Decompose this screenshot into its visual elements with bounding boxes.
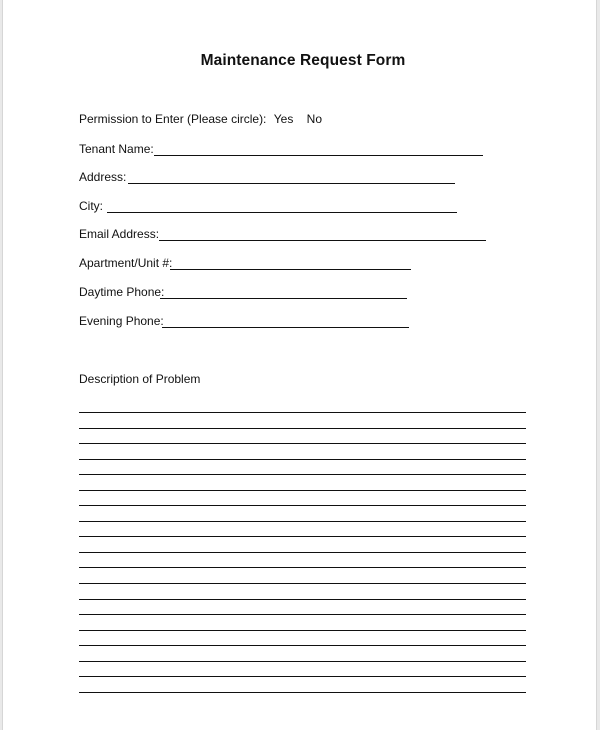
evening-phone-label: Evening Phone:: [79, 314, 164, 328]
email-address-label: Email Address:: [79, 227, 160, 241]
description-line[interactable]: [79, 536, 526, 537]
permission-option-no[interactable]: No: [306, 112, 323, 126]
description-of-problem-area[interactable]: [79, 412, 526, 707]
evening-phone-input-line[interactable]: [162, 327, 409, 328]
email-address-input-line[interactable]: [159, 240, 486, 241]
description-line[interactable]: [79, 630, 526, 631]
daytime-phone-input-line[interactable]: [160, 298, 407, 299]
description-line[interactable]: [79, 676, 526, 677]
description-line[interactable]: [79, 567, 526, 568]
permission-to-enter: [79, 112, 322, 126]
tenant-name-input-line[interactable]: [154, 155, 483, 156]
description-line[interactable]: [79, 692, 526, 693]
description-of-problem-label: Description of Problem: [79, 372, 201, 386]
description-line[interactable]: [79, 661, 526, 662]
description-line[interactable]: [79, 412, 526, 413]
description-line[interactable]: [79, 552, 526, 553]
form-title: Maintenance Request Form: [200, 52, 406, 69]
permission-option-yes[interactable]: Yes: [273, 112, 294, 126]
daytime-phone-label: Daytime Phone:: [79, 285, 165, 299]
description-line[interactable]: [79, 443, 526, 444]
tenant-name-label: Tenant Name:: [79, 142, 154, 156]
description-line[interactable]: [79, 645, 526, 646]
description-line[interactable]: [79, 505, 526, 506]
apartment-unit-label: Apartment/Unit #:: [79, 256, 173, 270]
permission-label: Permission to Enter (Please circle):: [79, 112, 267, 126]
description-line[interactable]: [79, 521, 526, 522]
description-line[interactable]: [79, 459, 526, 460]
address-label: Address:: [79, 170, 127, 184]
description-line[interactable]: [79, 474, 526, 475]
description-line[interactable]: [79, 490, 526, 491]
document-page: [2, 0, 597, 730]
description-line[interactable]: [79, 599, 526, 600]
city-label: City:: [79, 199, 103, 213]
description-line[interactable]: [79, 614, 526, 615]
address-input-line[interactable]: [128, 183, 455, 184]
description-line[interactable]: [79, 583, 526, 584]
city-input-line[interactable]: [107, 212, 457, 213]
description-line[interactable]: [79, 428, 526, 429]
apartment-unit-input-line[interactable]: [170, 269, 411, 270]
